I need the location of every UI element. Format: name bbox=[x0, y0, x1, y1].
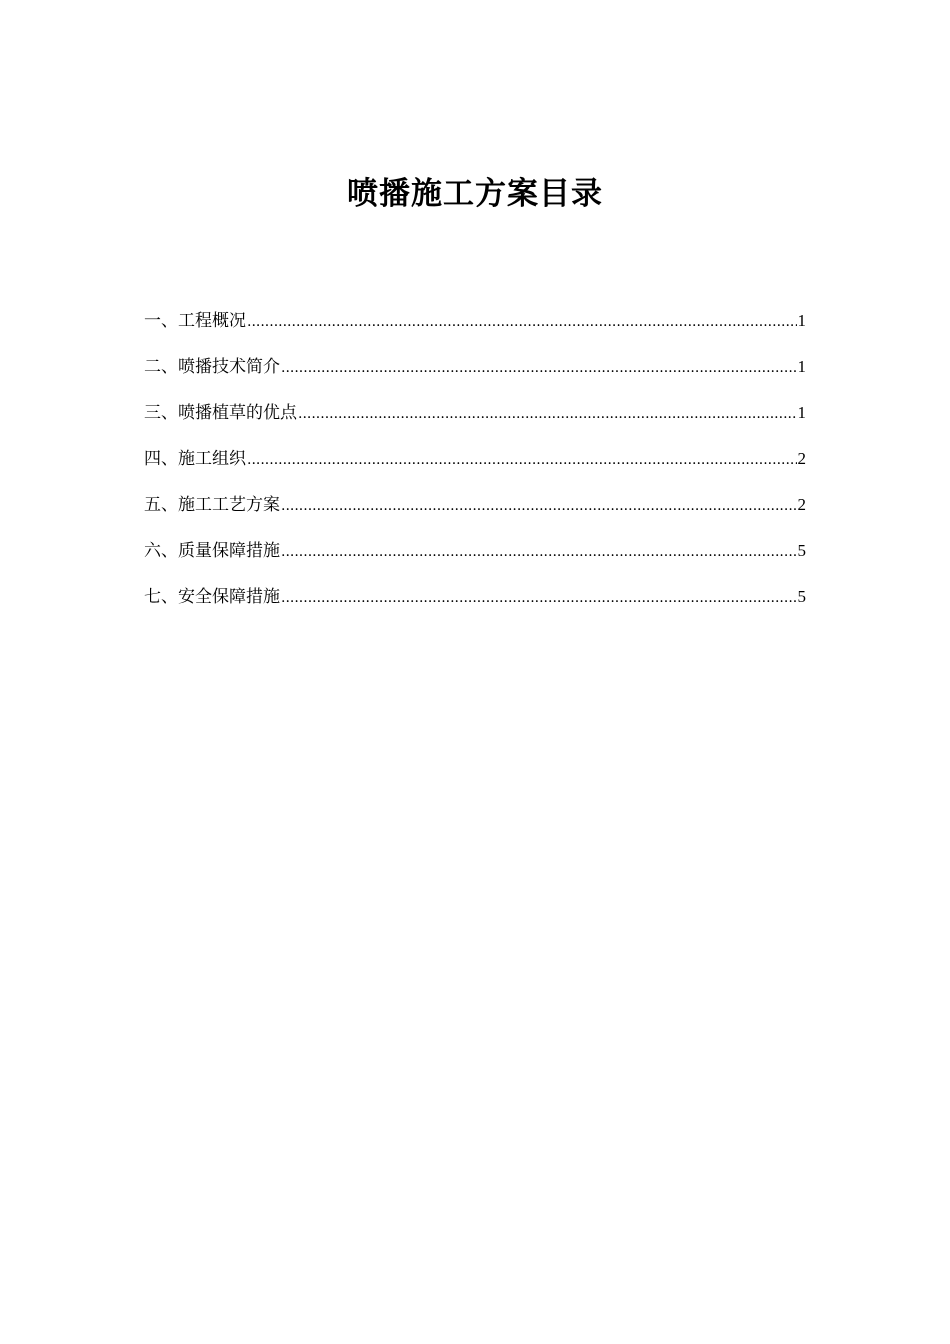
toc-entry-2[interactable] bbox=[144, 354, 806, 400]
toc-page-number: 5 bbox=[797, 587, 806, 606]
toc-page-number: 1 bbox=[797, 311, 806, 330]
toc-entry-label: 四、施工组织 bbox=[144, 449, 246, 469]
toc-entry-3[interactable] bbox=[144, 400, 806, 446]
table-of-contents bbox=[144, 308, 806, 630]
toc-dot-leader bbox=[247, 447, 797, 473]
toc-entry-label: 一、工程概况 bbox=[144, 311, 246, 331]
toc-page-number: 1 bbox=[797, 357, 806, 376]
toc-entry-6[interactable] bbox=[144, 538, 806, 584]
toc-dot-leader bbox=[298, 401, 797, 427]
toc-dot-leader bbox=[281, 355, 797, 381]
toc-entry-5[interactable] bbox=[144, 492, 806, 538]
toc-entry-1[interactable] bbox=[144, 308, 806, 354]
toc-entry-label: 七、安全保障措施 bbox=[144, 587, 280, 607]
toc-page-number: 1 bbox=[797, 403, 806, 422]
toc-dot-leader bbox=[281, 539, 797, 565]
toc-entry-label: 三、喷播植草的优点 bbox=[144, 403, 297, 423]
toc-page-number: 5 bbox=[797, 541, 806, 560]
toc-dot-leader bbox=[281, 493, 797, 519]
toc-entry-7[interactable] bbox=[144, 584, 806, 630]
toc-page-number: 2 bbox=[797, 495, 806, 514]
toc-entry-label: 二、喷播技术简介 bbox=[144, 357, 280, 377]
toc-entry-label: 五、施工工艺方案 bbox=[144, 495, 280, 515]
toc-page-number: 2 bbox=[797, 449, 806, 468]
toc-dot-leader bbox=[247, 309, 797, 335]
toc-entry-label: 六、质量保障措施 bbox=[144, 541, 280, 561]
toc-entry-4[interactable] bbox=[144, 446, 806, 492]
page-title: 喷播施工方案目录 bbox=[347, 176, 603, 212]
toc-dot-leader bbox=[281, 585, 797, 611]
